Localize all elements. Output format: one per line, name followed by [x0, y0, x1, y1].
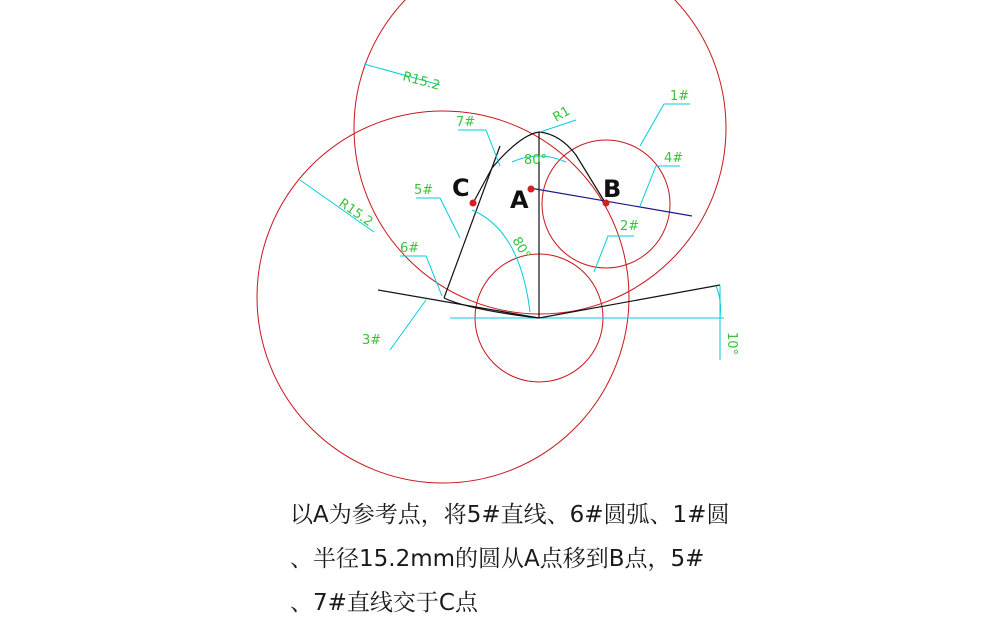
leader-1 [640, 104, 690, 146]
label-item-6: 6# [400, 241, 420, 256]
label-r1: R1 [550, 103, 573, 126]
point-c-label: C [452, 174, 470, 202]
label-item-1: 1# [670, 89, 690, 104]
leader-4 [640, 166, 680, 206]
label-item-7: 7# [456, 115, 476, 130]
caption-line-3: 、7#直线交于C点 [290, 590, 478, 616]
line-7 [472, 168, 492, 205]
label-item-2: 2# [620, 219, 640, 234]
label-item-5: 5# [414, 183, 434, 198]
label-r15-left: R15.2 [335, 195, 376, 231]
point-b-label: B [603, 175, 622, 203]
point-a-label: A [510, 186, 529, 214]
leader-5 [416, 198, 460, 238]
label-r15-top: R15.2 [400, 69, 442, 94]
leader-6 [400, 256, 442, 296]
label-10: 10° [724, 332, 739, 356]
leader-3 [390, 300, 426, 350]
caption-line-1: 以A为参考点，将5#直线、6#圆弧、1#圆 [290, 502, 730, 528]
label-80-mid: 80° [508, 234, 534, 262]
label-item-3: 3# [362, 333, 382, 348]
line-right-slope [539, 285, 720, 318]
instruction-caption [290, 493, 760, 625]
caption-line-2: 、半径15.2mm的圆从A点移到B点，5# [290, 546, 705, 572]
label-item-4: 4# [664, 151, 684, 166]
leader-7 [458, 130, 500, 166]
label-80-top: 80° [524, 153, 548, 168]
leader-2 [594, 236, 634, 272]
circle-r15-left [257, 111, 629, 483]
point-c-marker [470, 200, 477, 207]
